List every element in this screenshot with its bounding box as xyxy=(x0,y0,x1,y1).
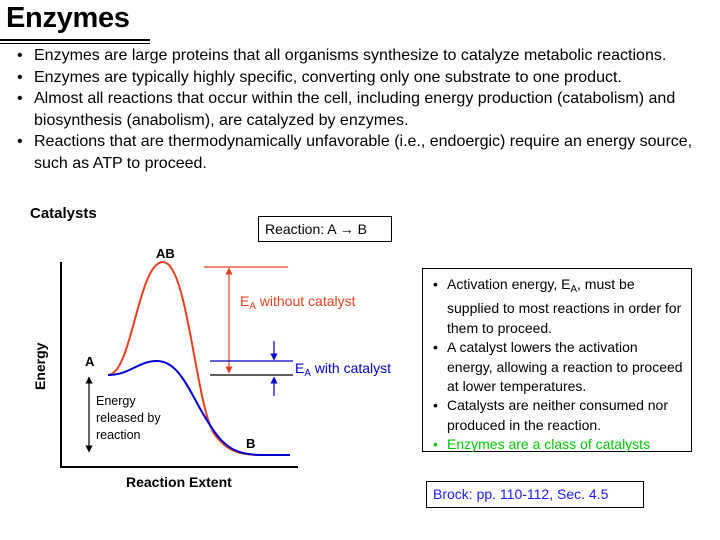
bullet-dot: • xyxy=(17,90,23,107)
bullet-dot: • xyxy=(433,436,438,453)
ea-without-symbol: E xyxy=(240,293,250,309)
peak-label: AB xyxy=(156,246,175,261)
ea-with-subscript: A xyxy=(304,368,311,379)
end-label: B xyxy=(246,436,256,451)
bullet-dot: • xyxy=(17,133,23,150)
start-label: A xyxy=(85,354,95,369)
bullet-text: Reactions that are thermodynamically unfavorable (i.e., endoergic) require an energy source, such as ATP to proceed. xyxy=(34,133,693,172)
bullet-dot: • xyxy=(433,397,438,414)
bullet-dot: • xyxy=(17,47,23,64)
bullet-text: Almost all reactions that occur within the cell, including energy production (catabolism) and biosynthesis (anabolism), are catalyzed by enzymes. xyxy=(34,90,676,129)
ea-with-label xyxy=(295,360,391,379)
x-axis-label: Reaction Extent xyxy=(126,474,232,490)
info-item xyxy=(431,338,685,396)
ea-with-text: with catalyst xyxy=(314,360,392,376)
bullet-text: Enzymes are large proteins that all organisms synthesize to catalyze metabolic reactions. xyxy=(34,47,667,64)
bullet-dot: • xyxy=(433,339,438,356)
bullet-text: Enzymes are typically highly specific, converting only one substrate to one product. xyxy=(34,68,622,86)
info-item xyxy=(431,275,685,338)
info-text: Enzymes are a class of catalysts xyxy=(447,436,651,453)
bullet-dot: • xyxy=(433,276,438,292)
ea-without-label xyxy=(240,293,356,312)
info-subscript: A xyxy=(570,284,578,295)
info-text-post: , must be supplied to most reactions in order for them to proceed. xyxy=(447,276,682,336)
ea-without-text: without catalyst xyxy=(259,293,356,309)
info-text-pre: Activation energy, E xyxy=(447,276,571,292)
info-item-highlight xyxy=(431,435,685,454)
slide-title: Enzymes xyxy=(6,2,130,34)
info-item xyxy=(431,396,685,435)
info-text: Catalysts are neither consumed nor produced in the reaction. xyxy=(447,397,668,433)
y-axis-label: Energy xyxy=(32,342,48,390)
ea-with-symbol: E xyxy=(295,360,305,376)
reaction-box: Reaction: A → B xyxy=(258,216,392,242)
reference-box: Brock: pp. 110-112, Sec. 4.5 xyxy=(426,481,644,508)
info-box xyxy=(422,268,692,452)
info-list xyxy=(431,275,685,455)
info-text: A catalyst lowers the activation energy, allowing a reaction to proceed at lower temperatures. xyxy=(447,339,683,395)
catalysts-heading: Catalysts xyxy=(30,205,97,222)
energy-released-label: Energy released by reaction xyxy=(96,394,161,442)
bullet-dot: • xyxy=(17,68,23,86)
ea-without-subscript: A xyxy=(249,301,256,312)
